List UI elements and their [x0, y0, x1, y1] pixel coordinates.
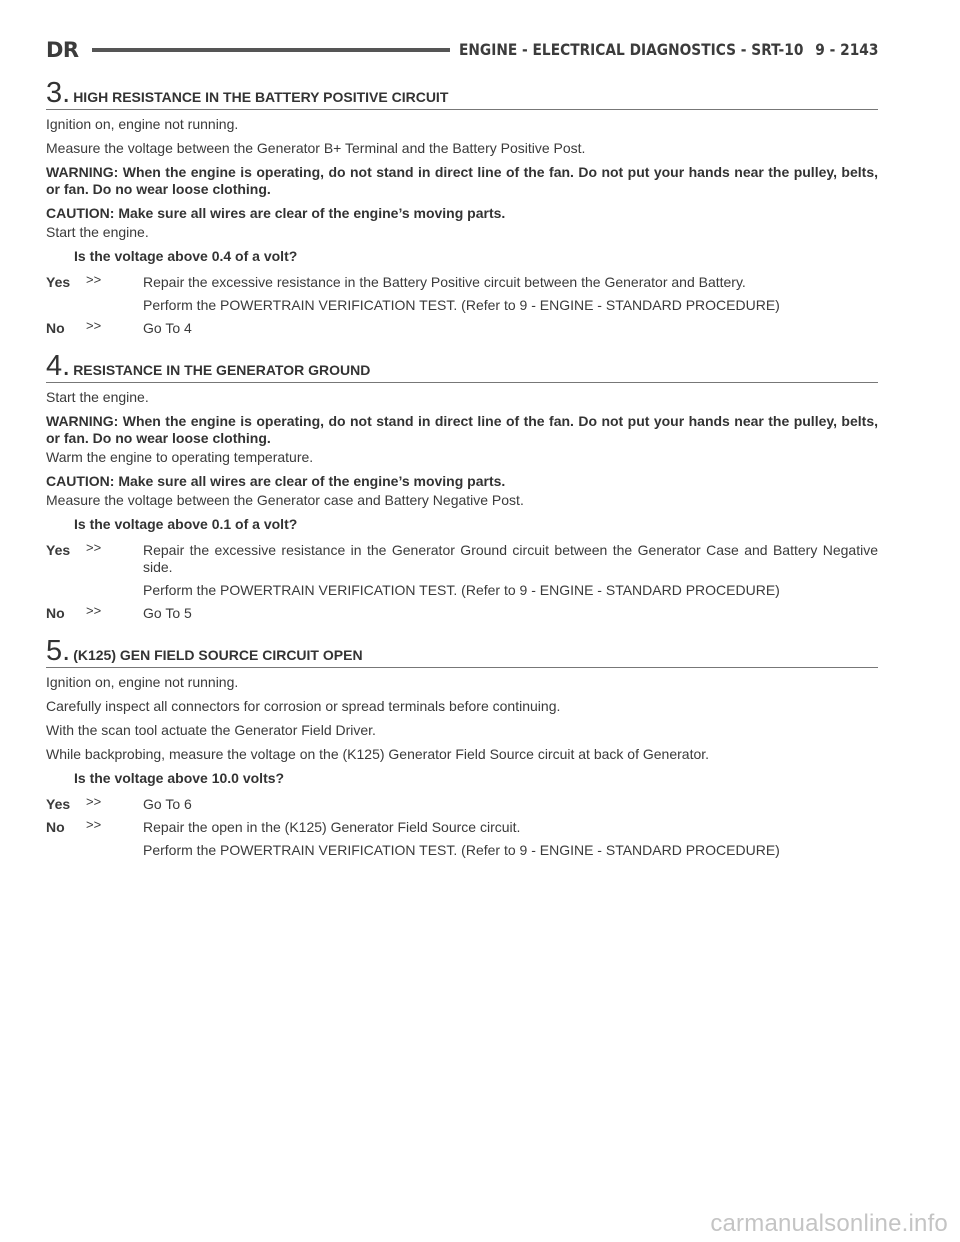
answer-text: Perform the POWERTRAIN VERIFICATION TEST. (Refer to 9 - ENGINE - STANDARD PROCEDURE) — [143, 842, 780, 858]
answer-text: Repair the excessive resistance in the Generator Ground circuit between the Generator Case and Battery Negative side. — [143, 542, 878, 575]
answer-no — [46, 320, 878, 337]
step-title: HIGH RESISTANCE IN THE BATTERY POSITIVE CIRCUIT — [73, 89, 449, 105]
step-5-heading — [46, 636, 878, 668]
answer-yes — [46, 796, 878, 813]
arrow-icon: >> — [86, 272, 102, 287]
page-header — [46, 38, 878, 64]
arrow-icon: >> — [86, 318, 102, 333]
step-number: 4. — [46, 350, 71, 382]
step-text: Measure the voltage between the Generator case and Battery Negative Post. — [46, 492, 524, 508]
step-number: 5. — [46, 635, 71, 667]
answer-text: Repair the open in the (K125) Generator Field Source circuit. — [143, 819, 521, 835]
step-number: 3. — [46, 77, 71, 109]
step-text: With the scan tool actuate the Generator Field Driver. — [46, 722, 376, 738]
answer-text: Repair the excessive resistance in the Battery Positive circuit between the Generator and Battery. — [143, 274, 746, 290]
answer-yes — [46, 542, 878, 599]
header-section-title: ENGINE - ELECTRICAL DIAGNOSTICS - SRT-10 — [459, 40, 804, 59]
answer-label: No — [46, 320, 65, 336]
caution-text: CAUTION: Make sure all wires are clear of the engine’s moving parts. — [46, 205, 506, 221]
answer-text: Go To 5 — [143, 605, 192, 621]
step-question: Is the voltage above 0.1 of a volt? — [74, 516, 298, 532]
page-content — [46, 78, 878, 873]
step-5 — [46, 636, 878, 859]
header-rule — [92, 48, 450, 52]
step-text: Start the engine. — [46, 389, 149, 405]
arrow-icon: >> — [86, 603, 102, 618]
step-text: Measure the voltage between the Generator B+ Terminal and the Battery Positive Post. — [46, 140, 586, 156]
step-4-heading — [46, 351, 878, 383]
step-text: While backprobing, measure the voltage on the (K125) Generator Field Source circuit at back of Generator. — [46, 746, 710, 762]
step-text: Start the engine. — [46, 224, 149, 240]
site-watermark: carmanualsonline.info — [710, 1210, 948, 1237]
answer-text: Go To 6 — [143, 796, 192, 812]
answer-no — [46, 819, 878, 859]
step-text: Carefully inspect all connectors for corrosion or spread terminals before continuing. — [46, 698, 561, 714]
warning-text: WARNING: When the engine is operating, do not stand in direct line of the fan. Do not put your hands near the pulley, belts, or fan. Do no wear loose clothing. — [46, 413, 878, 446]
answer-label: No — [46, 605, 65, 621]
answer-label: Yes — [46, 274, 71, 290]
step-title: (K125) GEN FIELD SOURCE CIRCUIT OPEN — [73, 647, 363, 663]
warning-text: WARNING: When the engine is operating, do not stand in direct line of the fan. Do not put your hands near the pulley, belts, or fan. Do no wear loose clothing. — [46, 164, 878, 197]
step-text: Warm the engine to operating temperature. — [46, 449, 314, 465]
arrow-icon: >> — [86, 817, 102, 832]
step-text: Ignition on, engine not running. — [46, 116, 239, 132]
step-title: RESISTANCE IN THE GENERATOR GROUND — [73, 362, 371, 378]
arrow-icon: >> — [86, 794, 102, 809]
answer-text: Perform the POWERTRAIN VERIFICATION TEST. (Refer to 9 - ENGINE - STANDARD PROCEDURE) — [143, 582, 780, 598]
step-question: Is the voltage above 10.0 volts? — [74, 770, 285, 786]
arrow-icon: >> — [86, 540, 102, 555]
answer-label: Yes — [46, 542, 71, 558]
answer-no — [46, 605, 878, 622]
header-model-code: DR — [46, 38, 79, 62]
answer-text: Perform the POWERTRAIN VERIFICATION TEST. (Refer to 9 - ENGINE - STANDARD PROCEDURE) — [143, 297, 780, 313]
step-4 — [46, 351, 878, 622]
step-text: Ignition on, engine not running. — [46, 674, 239, 690]
answer-label: No — [46, 819, 65, 835]
step-question: Is the voltage above 0.4 of a volt? — [74, 248, 298, 264]
step-3 — [46, 78, 878, 337]
step-3-heading — [46, 78, 878, 110]
header-page-number: 9 - 2143 — [814, 40, 878, 59]
answer-yes — [46, 274, 878, 314]
caution-text: CAUTION: Make sure all wires are clear of the engine’s moving parts. — [46, 473, 506, 489]
answer-label: Yes — [46, 796, 71, 812]
answer-text: Go To 4 — [143, 320, 192, 336]
